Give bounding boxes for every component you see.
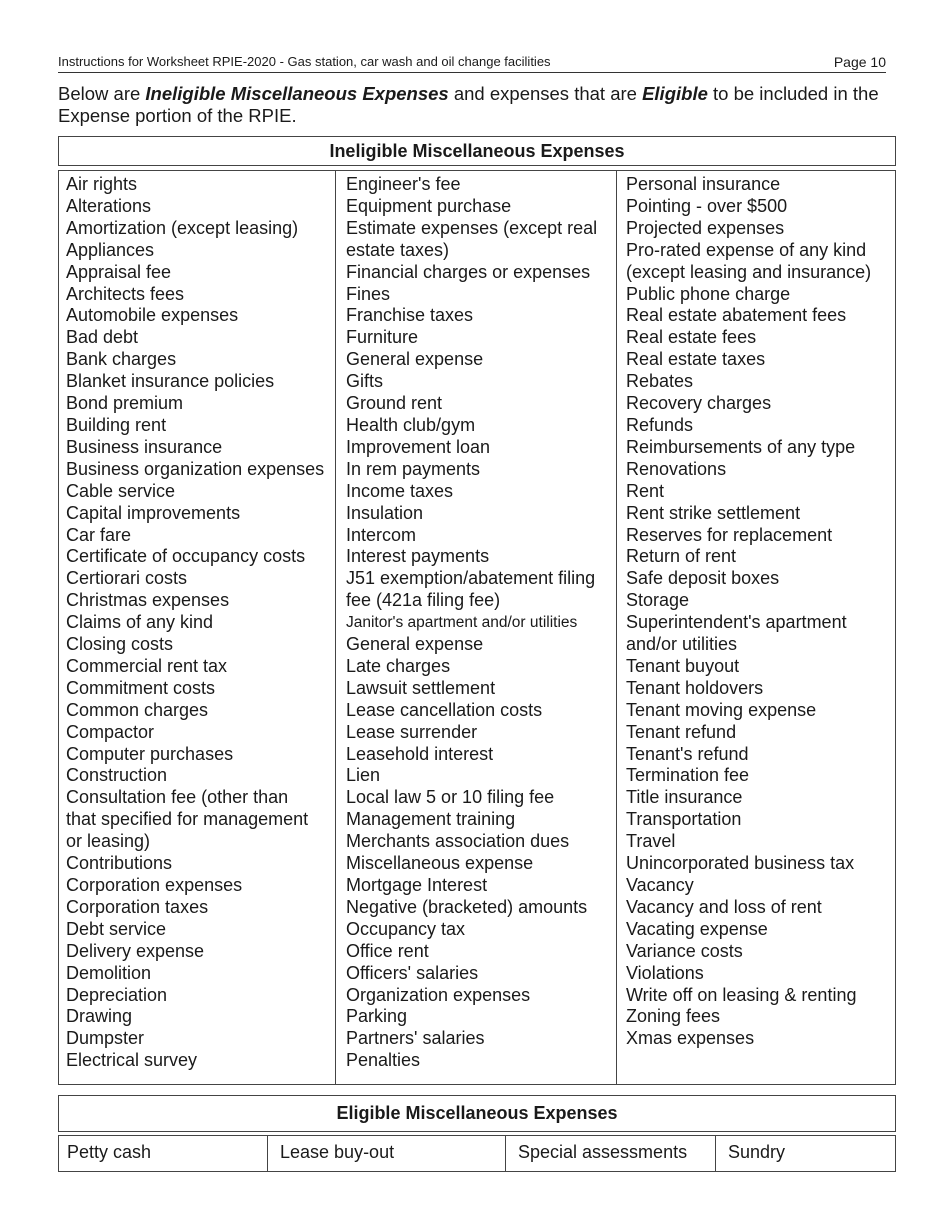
expense-item: (except leasing and insurance) <box>626 261 872 282</box>
expense-item: Tenant refund <box>626 721 737 742</box>
expense-item: Equipment purchase <box>346 195 512 216</box>
expense-item: Appliances <box>66 239 155 260</box>
expense-item: Air rights <box>66 174 138 194</box>
intro-eligible-term: Eligible <box>642 83 708 104</box>
expense-item: Refunds <box>626 414 694 435</box>
eligible-item: Special assessments <box>506 1136 716 1171</box>
expense-item: Late charges <box>346 655 451 676</box>
expense-item: Fines <box>346 283 391 304</box>
expense-item: Negative (bracketed) amounts <box>346 896 588 917</box>
expense-item: Insulation <box>346 502 424 523</box>
expense-item: General expense <box>346 349 484 370</box>
expense-item: Improvement loan <box>346 436 491 457</box>
expense-item: Xmas expenses <box>626 1028 755 1049</box>
expense-item: Return of rent <box>626 546 737 567</box>
expense-item: Certificate of occupancy costs <box>66 546 306 567</box>
expense-item: Lease surrender <box>346 721 478 742</box>
expense-item: Transportation <box>626 809 742 830</box>
page-header <box>58 52 886 73</box>
eligible-item: Sundry <box>728 1142 786 1162</box>
ineligible-table <box>58 170 896 1085</box>
expense-item: Termination fee <box>626 765 750 786</box>
expense-item: Construction <box>66 765 168 786</box>
expense-item: Drawing <box>66 1006 133 1027</box>
expense-item: Rent strike settlement <box>626 502 801 523</box>
expense-item: Estimate expenses (except real <box>346 217 598 238</box>
expense-item: Intercom <box>346 524 417 545</box>
expense-item: Consultation fee (other than <box>66 787 289 808</box>
expense-item: Dumpster <box>66 1028 145 1049</box>
expense-item: Vacating expense <box>626 918 768 939</box>
expense-item: Renovations <box>626 458 727 479</box>
expense-item: Unincorporated business tax <box>626 853 855 874</box>
expense-item: Zoning fees <box>626 1006 721 1027</box>
expense-item: Management training <box>346 809 516 830</box>
ineligible-column-1 <box>59 171 336 1084</box>
expense-item: Lien <box>346 765 381 786</box>
expense-item: Storage <box>626 590 690 611</box>
expense-item: Financial charges or expenses <box>346 261 591 282</box>
expense-item: Lawsuit settlement <box>346 677 496 698</box>
expense-item: Reimbursements of any type <box>626 436 856 457</box>
expense-item: Superintendent's apartment <box>626 612 847 633</box>
ineligible-column-2 <box>336 171 617 1084</box>
eligible-item: Petty cash <box>59 1136 268 1171</box>
expense-item: Parking <box>346 1006 408 1027</box>
expense-item: Computer purchases <box>66 743 234 764</box>
expense-item: Tenant buyout <box>626 655 740 676</box>
intro-paragraph <box>58 83 888 127</box>
intro-text: to be included in the Expense portion of the RPIE. <box>58 83 879 126</box>
expense-item: Automobile expenses <box>66 305 239 326</box>
expense-item: Merchants association dues <box>346 831 570 852</box>
expense-item: Tenant holdovers <box>626 677 764 698</box>
expense-item: Cable service <box>66 480 176 501</box>
expense-item: Certiorari costs <box>66 568 188 589</box>
expense-item: estate taxes) <box>346 239 450 260</box>
ineligible-table-title: Ineligible Miscellaneous Expenses <box>58 136 896 166</box>
expense-item: or leasing) <box>66 831 151 852</box>
expense-item: Business organization expenses <box>66 458 325 479</box>
expense-item: Electrical survey <box>66 1050 198 1071</box>
expense-item: Real estate abatement fees <box>626 305 847 326</box>
expense-item: In rem payments <box>346 458 481 479</box>
expense-item: Occupancy tax <box>346 918 466 939</box>
expense-item: Alterations <box>66 195 152 216</box>
expense-item: Corporation taxes <box>66 896 209 917</box>
expense-item: Depreciation <box>66 984 168 1005</box>
expense-item: Travel <box>626 831 676 852</box>
expense-item: Real estate taxes <box>626 349 766 370</box>
expense-item: Recovery charges <box>626 393 772 414</box>
expense-item: Delivery expense <box>66 940 205 961</box>
expense-item: fee (421a filing fee) <box>346 590 501 611</box>
expense-item: Title insurance <box>626 787 743 808</box>
expense-item: Health club/gym <box>346 414 476 435</box>
expense-item: Office rent <box>346 940 429 961</box>
expense-item: Pointing - over $500 <box>626 195 788 216</box>
eligible-table <box>58 1135 896 1172</box>
expense-item: Bond premium <box>66 393 184 414</box>
expense-item: Leasehold interest <box>346 743 494 764</box>
expense-item: Furniture <box>346 327 419 348</box>
page-number: Page 10 <box>833 54 886 70</box>
eligible-item: Lease buy-out <box>268 1136 506 1171</box>
expense-item: Bad debt <box>66 327 139 348</box>
expense-item: Local law 5 or 10 filing fee <box>346 787 555 808</box>
expense-item: Penalties <box>346 1050 421 1071</box>
expense-item: Gifts <box>346 371 384 392</box>
expense-item: Rebates <box>626 371 694 392</box>
expense-item: Compactor <box>66 721 155 742</box>
expense-item: that specified for management <box>66 809 309 830</box>
expense-item: Variance costs <box>626 940 743 961</box>
expense-item: Real estate fees <box>626 327 757 348</box>
expense-item: Corporation expenses <box>66 875 243 895</box>
expense-item: Safe deposit boxes <box>626 568 780 589</box>
expense-item: Personal insurance <box>626 174 781 194</box>
eligible-table-title: Eligible Miscellaneous Expenses <box>58 1095 896 1132</box>
expense-item: Architects fees <box>66 283 185 304</box>
expense-item: Tenant moving expense <box>626 699 817 720</box>
expense-item: Write off on leasing & renting <box>626 984 857 1005</box>
expense-item: Claims of any kind <box>66 612 214 633</box>
intro-text: and expenses that are <box>448 83 643 104</box>
expense-item: Rent <box>626 480 665 501</box>
expense-item: Organization expenses <box>346 984 531 1005</box>
expense-item: Engineer's fee <box>346 174 461 194</box>
expense-item: Vacancy <box>626 875 694 895</box>
expense-item: Building rent <box>66 414 167 435</box>
expense-item: Pro-rated expense of any kind <box>626 239 867 260</box>
expense-item: Closing costs <box>66 634 174 655</box>
expense-item: Miscellaneous expense <box>346 853 534 874</box>
expense-item: Income taxes <box>346 480 454 501</box>
expense-item: Bank charges <box>66 349 177 370</box>
expense-item: Contributions <box>66 853 173 874</box>
intro-ineligible-term: Ineligible Miscellaneous Expenses <box>145 83 449 104</box>
expense-item: Capital improvements <box>66 502 241 523</box>
expense-item: Franchise taxes <box>346 305 474 326</box>
expense-item: Commercial rent tax <box>66 655 228 676</box>
expense-item: J51 exemption/abatement filing <box>346 568 596 589</box>
expense-item: Interest payments <box>346 546 490 567</box>
expense-item: Demolition <box>66 962 152 983</box>
ineligible-column-3 <box>617 171 895 1084</box>
document-title: Instructions for Worksheet RPIE-2020 - Gas station, car wash and oil change facilities <box>58 54 551 69</box>
expense-item: and/or utilities <box>626 634 738 655</box>
expense-item: Public phone charge <box>626 283 791 304</box>
expense-item: Projected expenses <box>626 217 785 238</box>
expense-item: Common charges <box>66 699 209 720</box>
expense-item: Appraisal fee <box>66 261 172 282</box>
expense-item: Tenant's refund <box>626 743 749 764</box>
expense-item: Officers' salaries <box>346 962 479 983</box>
intro-text: Below are <box>58 83 146 104</box>
expense-item: Lease cancellation costs <box>346 699 543 720</box>
expense-item: Blanket insurance policies <box>66 371 275 392</box>
expense-item: Vacancy and loss of rent <box>626 896 822 917</box>
expense-item: Debt service <box>66 918 167 939</box>
expense-item: Partners' salaries <box>346 1028 485 1049</box>
expense-item: Ground rent <box>346 393 443 414</box>
expense-item: Christmas expenses <box>66 590 230 611</box>
expense-item: Business insurance <box>66 436 223 457</box>
expense-item: Amortization (except leasing) <box>66 217 299 238</box>
expense-item: General expense <box>346 634 484 655</box>
expense-item: Reserves for replacement <box>626 524 833 545</box>
expense-item: Car fare <box>66 524 132 545</box>
expense-item: Commitment costs <box>66 677 216 698</box>
expense-item: Janitor's apartment and/or utilities <box>346 614 578 632</box>
expense-item: Violations <box>626 962 704 983</box>
expense-item: Mortgage Interest <box>346 875 488 895</box>
